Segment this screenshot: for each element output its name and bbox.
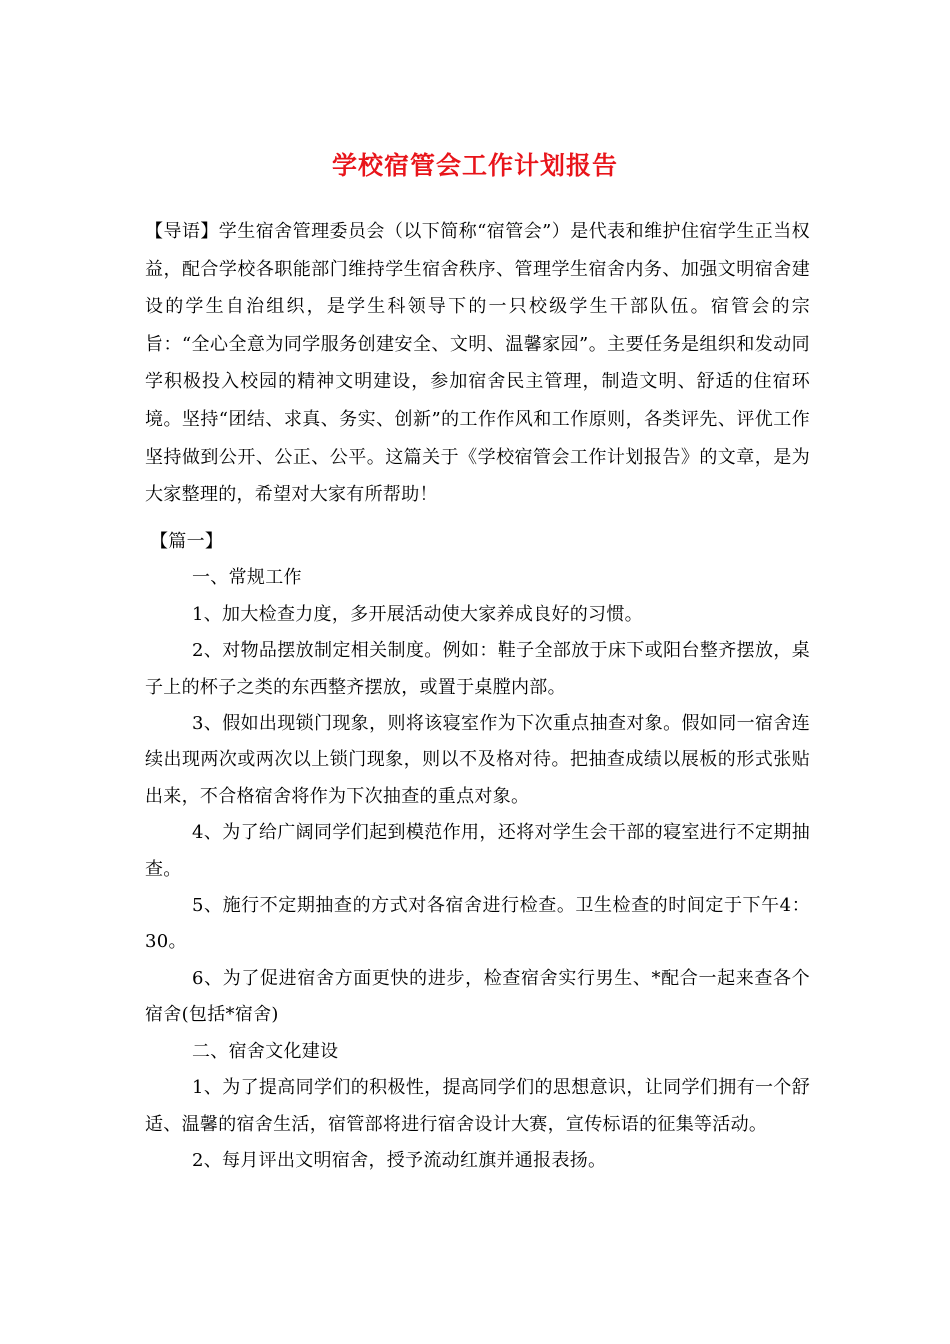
- part1-item-5: 5、施行不定期抽查的方式对各宿舍进行检查。卫生检查的时间定于下午4：30。: [145, 895, 810, 953]
- document-body: [145, 524, 810, 1179]
- intro-paragraph: 【导语】学生宿舍管理委员会（以下简称“宿管会”）是代表和维护住宿学生正当权益，配合学校各职能部门维持学生宿舍秩序、管理学生宿舍内务、加强文明宿舍建设的学生自治组织，是学生科领导下的一只校级学生干部队伍。宿管会的宗旨：“全心全意为同学服务创建安全、文明、温馨家园”。主要任务是组织和发动同学积极投入校园的精神文明建设，参加宿舍民主管理，制造文明、舒适的住宿环境。坚持“团结、求真、务实、创新”的工作作风和工作原则，各类评先、评优工作坚持做到公开、公正、公平。这篇关于《学校宿管会工作计划报告》的文章，是为大家整理的，希望对大家有所帮助！: [145, 221, 810, 506]
- part2-item-2: 2、每月评出文明宿舍，授予流动红旗并通报表扬。: [192, 1149, 607, 1171]
- part1-item-3: 3、假如出现锁门现象，则将该寝室作为下次重点抽查对象。假如同一宿舍连续出现两次或两次以上锁门现象，则以不及格对待。把抽查成绩以展板的形式张贴出来，不合格宿舍将作为下次抽查的重点对象。: [145, 713, 810, 807]
- part1-item-1: 1、加大检查力度，多开展活动使大家养成良好的习惯。: [192, 603, 643, 625]
- part2-item-1: 1、为了提高同学们的积极性，提高同学们的思想意识，让同学们拥有一个舒适、温馨的宿舍生活，宿管部将进行宿舍设计大赛，宣传标语的征集等活动。: [145, 1077, 810, 1135]
- document-title: 学校宿管会工作计划报告: [331, 151, 618, 180]
- part1-item-6: 6、为了促进宿舍方面更快的进步，检查宿舍实行男生、*配合一起来查各个宿舍(包括*宿舍): [145, 967, 810, 1026]
- part1-heading: 一、常规工作: [192, 567, 302, 589]
- part1-item-2: 2、对物品摆放制定相关制度。例如：鞋子全部放于床下或阳台整齐摆放，桌子上的杯子之类的东西整齐摆放，或置于桌膛内部。: [145, 640, 810, 698]
- part2-heading: 二、宿舍文化建设: [192, 1040, 339, 1062]
- part1-item-4: 4、为了给广阔同学们起到模范作用，还将对学生会干部的寝室进行不定期抽查。: [145, 822, 810, 880]
- section-label: 【篇一】: [150, 531, 224, 552]
